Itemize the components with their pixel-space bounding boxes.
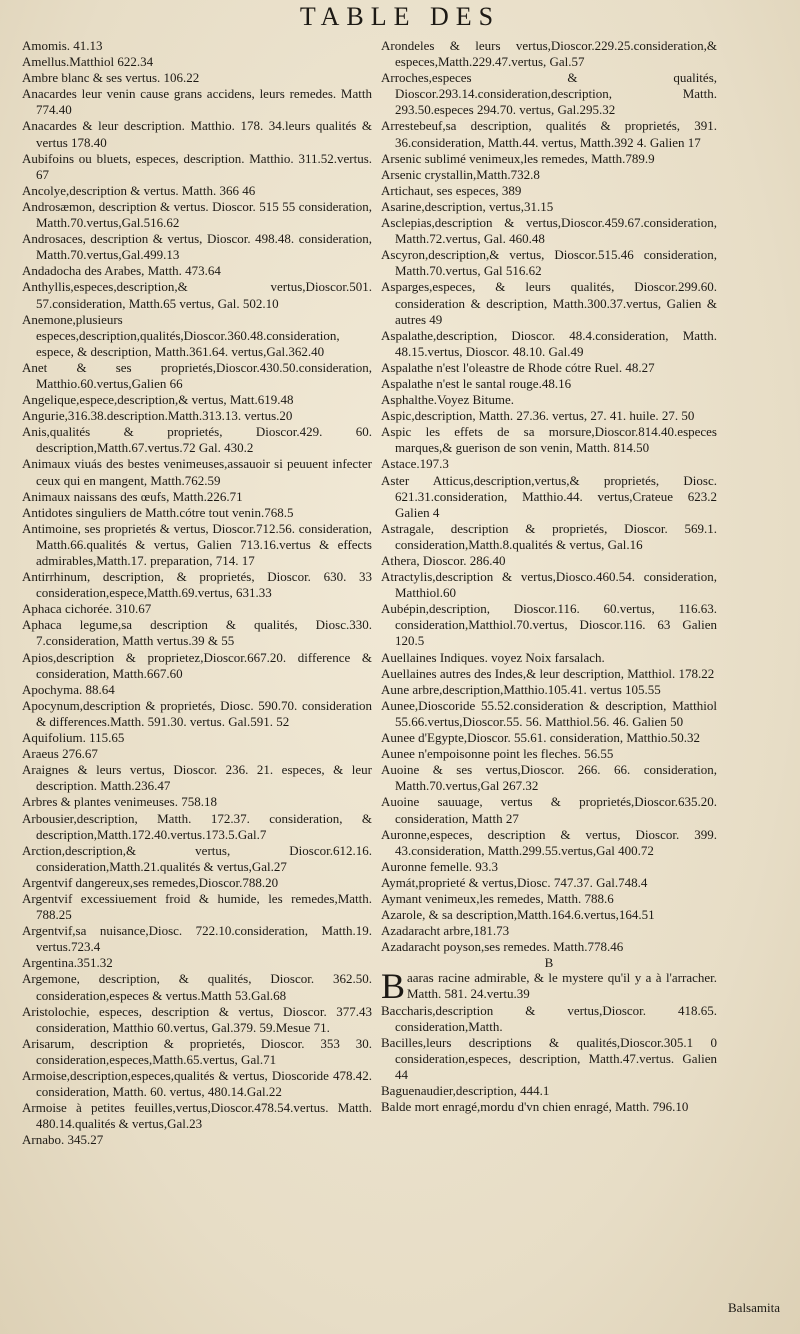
index-entry: Auellaines autres des Indes,& leur description, Matthiol. 178.22 (381, 665, 715, 681)
index-entry: Artichaut, ses especes, 389 (381, 182, 522, 198)
right-entries-list (381, 38, 717, 955)
entry-text: aaras racine admirable, & le mystere qu'il y a à l'arracher. Matth. 581. 24.vertu.39 (407, 970, 717, 1002)
index-entry: Aubifoins ou bluets, especes, description. Matthio. 311.52.vertus. 67 (22, 150, 372, 182)
index-entry: Aphaca legume,sa description & qualités, Diosc.330. 7.consideration, Matth vertus.39 & 55 (22, 617, 372, 649)
index-entry: Azadaracht arbre,181.73 (381, 923, 510, 939)
index-entry: Aster Atticus,description,vertus,& proprietés, Diosc. 621.31.consideration, Matthio.44. vertus,Crateue 623.2 Galien 4 (381, 472, 717, 520)
index-entry: Androsæmon, description & vertus. Dioscor. 515 55 consideration, Matth.70.vertus,Gal.516.62 (22, 198, 372, 231)
index-entry: Auronne,especes, description & vertus, Dioscor. 399. 43.consideration, Matth.299.55.vertus,Gal 400.72 (381, 826, 717, 858)
index-entry: Armoise à petites feuilles,vertus,Dioscor.478.54.vertus. Matth. 480.14.qualités & vertus,Gal.23 (22, 1100, 372, 1132)
index-entry: Aphaca cichorée. 310.67 (22, 601, 152, 617)
index-entry: Angurie,316.38.description.Matth.313.13. vertus.20 (22, 408, 293, 424)
catchword: Balsamita (728, 1300, 780, 1315)
index-entry: Argentvif dangereux,ses remedes,Dioscor.788.20 (22, 874, 279, 890)
index-entry: Aspic les effets de sa morsure,Dioscor.814.40.especes marques,& guerison de son venin, Matth. 814.50 (381, 424, 717, 456)
index-entry: Aspalathe,description, Dioscor. 48.4.consideration, Matth. 48.15.vertus, Dioscor. 48.10. Gal.49 (381, 327, 717, 359)
index-entry: Anacardes leur venin cause grans accidens, leurs remedes. Matth 774.40 (22, 86, 372, 118)
index-column-left (22, 38, 372, 1148)
index-entry: Anet & ses proprietés,Dioscor.430.50.consideration, Matthio.60.vertus,Galien 66 (22, 359, 372, 391)
index-entry: Azarole, & sa description,Matth.164.6.vertus,164.51 (381, 907, 655, 923)
index-entry: Angelique,espece,description,& vertus, Matt.619.48 (22, 392, 294, 408)
index-entry: Andadocha des Arabes, Matth. 473.64 (22, 263, 221, 279)
index-entry: Anemone,plusieurs especes,description,qualités,Dioscor.360.48.consideration, espece, & description, Matth.361.64. vertus,Gal.362.40 (22, 311, 340, 359)
index-entry: Aune arbre,description,Matthio.105.41. vertus 105.55 (381, 681, 661, 697)
index-entry: Aymát,proprieté & vertus,Diosc. 747.37. Gal.748.4 (381, 874, 648, 890)
index-entry: Asarine,description, vertus,31.15 (381, 198, 554, 214)
index-entry: Antimoine, ses proprietés & vertus, Dioscor.712.56. consideration, Matth.66.qualités & vertus, Galien 713.16.vertus & effects admirables,Matth.17. preparation, 714. 17 (22, 520, 372, 568)
drop-cap: B (381, 966, 406, 1007)
index-entry: Arbres & plantes venimeuses. 758.18 (22, 794, 217, 810)
index-entry: Auellaines Indiques. voyez Noix farsalach. (381, 649, 605, 665)
index-entry: Baccharis,description & vertus,Dioscor. 418.65. consideration,Matth. (381, 1002, 717, 1034)
index-entry: Aspalathe n'est le santal rouge.48.16 (381, 375, 572, 391)
index-entry: Araeus 276.67 (22, 746, 98, 762)
section-b-first-entry (381, 966, 717, 1007)
index-entry: Azadaracht poyson,ses remedes. Matth.778.46 (381, 939, 624, 955)
index-entry: Balde mort enragé,mordu d'vn chien enragé, Matth. 796.10 (381, 1099, 689, 1115)
index-entry: Arsenic crystallin,Matth.732.8 (381, 166, 540, 182)
index-entry: Anis,qualités & proprietés, Dioscor.429. 60. description,Matth.67.vertus.72 Gal. 430.2 (22, 424, 372, 456)
index-entry: Arction,description,& vertus, Dioscor.612.16. consideration,Matth.21.qualités & vertus,Gal.27 (22, 842, 372, 874)
index-entry: Arsenic sublimé venimeux,les remedes, Matth.789.9 (381, 150, 655, 166)
index-column-right (381, 38, 717, 1115)
index-entry: Amomis. 41.13 (22, 38, 103, 53)
section-letter-b: B (544, 955, 554, 971)
index-entry: Aunee,Dioscoride 55.52.consideration & description, Matthiol 55.66.vertus,Dioscor.55. 56. Matthiol.56. 46. Galien 50 (381, 697, 717, 729)
index-entry: Arisarum, description & proprietés, Dioscor. 353 30. consideration,especes,Matth.65.vertus, Gal.71 (22, 1035, 372, 1067)
index-entry: Auoine sauuage, vertus & proprietés,Dioscor.635.20. consideration, Matth 27 (381, 794, 717, 826)
index-entry: Antidotes singuliers de Matth.cótre tout venin.768.5 (22, 504, 294, 520)
index-entry: Arbousier,description, Matth. 172.37. consideration, & description,Matth.172.40.vertus.173.5.Gal.7 (22, 810, 372, 842)
index-entry: Anacardes & leur description. Matthio. 178. 34.leurs qualités & vertus 178.40 (22, 118, 372, 150)
index-entry: Aymant venimeux,les remedes, Matth. 788.6 (381, 890, 614, 906)
index-entry: Ambre blanc & ses vertus. 106.22 (22, 70, 200, 86)
index-entry: Athera, Dioscor. 286.40 (381, 553, 506, 568)
index-entry: Baguenaudier,description, 444.1 (381, 1083, 550, 1098)
index-entry: Apochyma. 88.64 (22, 681, 115, 697)
section-b-entries (381, 1003, 717, 1116)
index-entry: Asparges,especes, & leurs qualités, Dioscor.299.60. consideration & description, Matth.300.37.vertus, Galien & autres 49 (381, 279, 717, 327)
index-entry: Antirrhinum, description, & proprietés, Dioscor. 630. 33 consideration,espece,Matth.69.vertus, 631.33 (22, 569, 372, 601)
index-entry: Animaux naissans des œufs, Matth.226.71 (22, 488, 243, 504)
index-entry: Androsaces, description & vertus, Dioscor. 498.48. consideration, Matth.70.vertus,Gal.499.13 (22, 231, 372, 263)
index-entry: Ascyron,description,& vertus, Dioscor.515.46 consideration, Matth.70.vertus, Gal 516.62 (381, 247, 717, 279)
index-entry: Aquifolium. 115.65 (22, 730, 125, 746)
index-entry: Atractylis,description & vertus,Diosco.460.54. consideration, Matthiol.60 (381, 569, 717, 601)
index-entry: Astragale, description & proprietés, Dioscor. 569.1. consideration,Matth.8.qualités & vertus, Gal.16 (381, 520, 717, 552)
index-entry: Armoise,description,especes,qualités & vertus, Dioscoride 478.42. consideration, Matth. 60. vertus, 480.14.Gal.22 (22, 1068, 372, 1100)
index-entry: Anthyllis,especes,description,& vertus,Dioscor.501. 57.consideration, Matth.65 vertus, Gal. 502.10 (22, 279, 372, 311)
index-entry: Argemone, description, & qualités, Dioscor. 362.50. consideration,especes & vertus.Matth 53.Gal.68 (22, 971, 372, 1003)
index-entry: Argentvif,sa nuisance,Diosc. 722.10.consideration, Matth.19. vertus.723.4 (22, 923, 372, 955)
index-entry: Auoine & ses vertus,Dioscor. 266. 66. consideration, Matth.70.vertus,Gal 267.32 (381, 762, 717, 794)
index-entry: Asclepias,description & vertus,Dioscor.459.67.consideration, Matth.72.vertus, Gal. 460.48 (381, 215, 717, 247)
index-entry: Apios,description & proprietez,Dioscor.667.20. difference & consideration, Matth.667.60 (22, 649, 372, 681)
index-entry: Astace.197.3 (381, 456, 449, 472)
index-entry: Auronne femelle. 93.3 (381, 858, 498, 874)
index-entry: Animaux viuás des bestes venimeuses,assauoir si peuuent infecter ceux qui en mangent, Matth.762.59 (22, 456, 372, 488)
index-entry: Arrestebeuf,sa description, qualités & proprietés, 391. 36.consideration, Matth.44. vertus, Matth.392 4. Galien 17 (381, 118, 717, 150)
index-entry: Aspalathe n'est l'oleastre de Rhode cótre Ruel. 48.27 (381, 359, 655, 375)
index-entry: Apocynum,description & proprietés, Diosc. 590.70. consideration & differences.Matth. 591.30. vertus. Gal.591. 52 (22, 697, 372, 729)
index-entry: Asphalthe.Voyez Bitume. (381, 392, 514, 408)
index-entry: Aunee n'empoisonne point les fleches. 56.55 (381, 746, 614, 762)
index-entry: Aspic,description, Matth. 27.36. vertus, 27. 41. huile. 27. 50 (381, 408, 695, 424)
index-entry: Aubépin,description, Dioscor.116. 60.vertus, 116.63. consideration,Matthiol.70.vertus, Dioscor.116. 63 Galien 120.5 (381, 601, 717, 649)
index-entry: Argentvif excessiuement froid & humide, les remedes,Matth. 788.25 (22, 890, 372, 923)
index-entry: Ancolye,description & vertus. Matth. 366 46 (22, 182, 256, 198)
page-title: TABLE DES (299, 2, 501, 31)
index-entry: Arroches,especes & qualités, Dioscor.293.14.consideration,description, Matth. 293.50.especes 294.70. vertus, Gal.295.32 (381, 70, 717, 118)
index-entry: Bacilles,leurs descriptions & qualités,Dioscor.305.1 0 consideration,especes, description, Matth.47.vertus. Galien 44 (381, 1034, 717, 1082)
index-entry: Amellus.Matthiol 622.34 (22, 54, 154, 70)
index-entry: Araignes & leurs vertus, Dioscor. 236. 21. especes, & leur description. Matth.236.47 (22, 762, 372, 794)
index-entry: Arnabo. 345.27 (22, 1132, 104, 1148)
index-entry: Arondeles & leurs vertus,Dioscor.229.25.consideration,& especes,Matth.229.47.vertus, Gal.57 (381, 38, 717, 70)
index-entry: Argentina.351.32 (22, 955, 113, 971)
index-entry: Aristolochie, especes, description & vertus, Dioscor. 377.43 consideration, Matthio 60.vertus, Gal.379. 59.Mesue 71. (22, 1003, 372, 1035)
index-entry: Aunee d'Egypte,Dioscor. 55.61. consideration, Matthio.50.32 (381, 730, 700, 746)
